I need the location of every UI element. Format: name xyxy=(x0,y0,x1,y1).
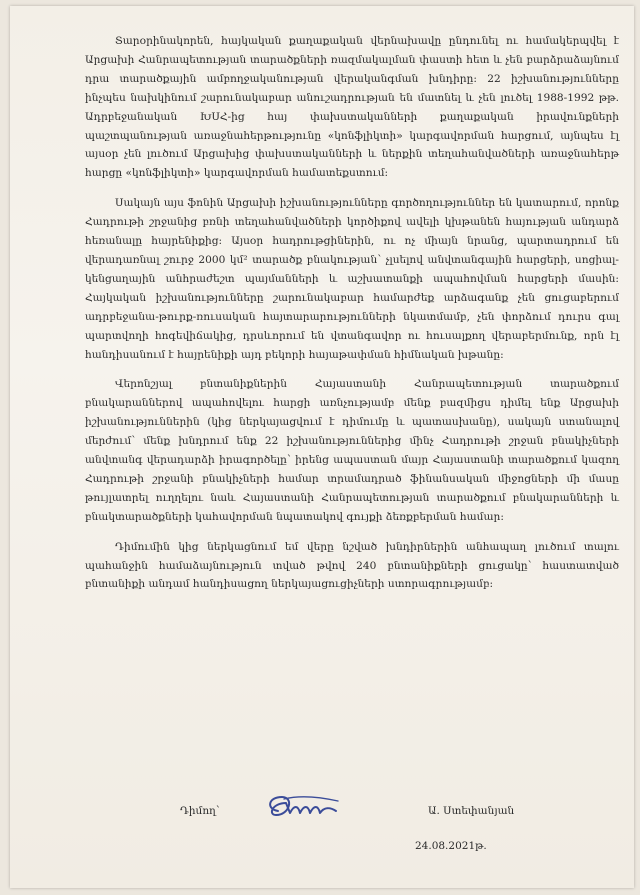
paragraph-1: Տարօրինակորեն, հայկական քաղաքական վերնախավը ընդունել ու համակերպվել է Արցախի Հանրապետության տարածքների ռազմակալման փաստի հետ և չեն բարձրաձայնում դրա տարածքային ամբողջականության վերականգման խնդիրը: 22 իշխանությունները ինչպես նախկինում շարունակաբար անուշադրության են մատնել և չեն լուծել 1988-1992 թթ. Ադրբեջանական ԽՍՀ-ից հայ փախստականների քաղաքական իրավունքների պաշտպանության առաջնահերթությունը «կոնֆլիկտի» կարգավորման հարցում, այնպես էլ այսօր չեն լուծում Արցախից փախստականների և ներքին տեղահանվածների առաջնահերթ հարցը «կոնֆլիկտի» կարգավորման համատեքստում: xyxy=(85,35,619,180)
document-date: 24.08.2021թ. xyxy=(415,840,487,852)
paragraph-2: Սակայն այս ֆոնին Արցախի իշխանությունները գործողություններ են կատարում, որոնք Հադրութի շրջանից բռնի տեղահանվածների կործիքով ավելի կխթանեն հայության անդարձ հեռանալը հայրենիքից: Այսօր հադրութցիներին, ու ոչ միայն նրանց, պարտադրում են վերադառնալ շուրջ 2000 կմ² տարածք բնակության՝ չլսելով անվտանգային հարցերի, սոցիալ-կենցաղային անհրաժեշտ պայմանների և աշխատանքի ապահովման հարցերի մասին: Հայկական իշխանությունները շարունակաբար համարժեք արձագանք չեն ցուցաբերում ադրբեջանա-թուրք-ռուսական հայտարարությունների նկատմամբ, չեն փորձում դուրս գալ պարտվողի հոգեվիճակից, դրսևորում են վտանգավոր ու հուսալքող վերաբերմունք, որն էլ հանդիսանում է հայրենիքի այդ բեկորի հայաթափման հիմնական խթանը: xyxy=(85,197,619,361)
signer-name: Ա. Ստեփանյան xyxy=(428,805,515,817)
applicant-label: Դիմող՝ xyxy=(180,805,220,817)
paragraph-3: Վերոնշյալ բնտանիքներին Հայաստանի Հանրապետության տարածքում բնակարաններով ապահովելու հարցի առնչությամբ մենք բազմիցս դիմել ենք Արցախի իշխանություններին (կից ներկայացվում է դիմումը և պատասխանը), սակայն ստանալով մերժում՝ մենք խնդրում ենք 22 իշխանություններից մինչ Հադրութի շրջան բնակիչների անվտանգ վերադարձի իրագործելը՝ իրենց ապաստան մայր Հայաստանի տարածքում կազող Հադրութի շրջանի բնակիչների համար տրամադրած ֆինանսական միջոցների մի մասը թույլատրել ուղղելու նաև Հայաստանի Հանրապետության տարածքում բնակարանների և բնակտարածքների կահավորման նպատակով գույքի ձեռքբերման համար: xyxy=(85,378,619,523)
document-body xyxy=(85,32,619,605)
signature-row xyxy=(10,799,634,829)
document-page xyxy=(10,6,634,888)
handwritten-signature xyxy=(260,791,345,823)
paragraph-4: Դիմումին կից ներկացնում եմ վերը նշված խնդիրներին անհապաղ լուծում տալու պահանջին համաձայնություն տված թվով 240 բնտանիքների ցուցակը՝ հաստատված բնտանիքի անդամ հանդիսացող ներկայացուցիչների ստորագրությամբ: xyxy=(85,540,619,591)
